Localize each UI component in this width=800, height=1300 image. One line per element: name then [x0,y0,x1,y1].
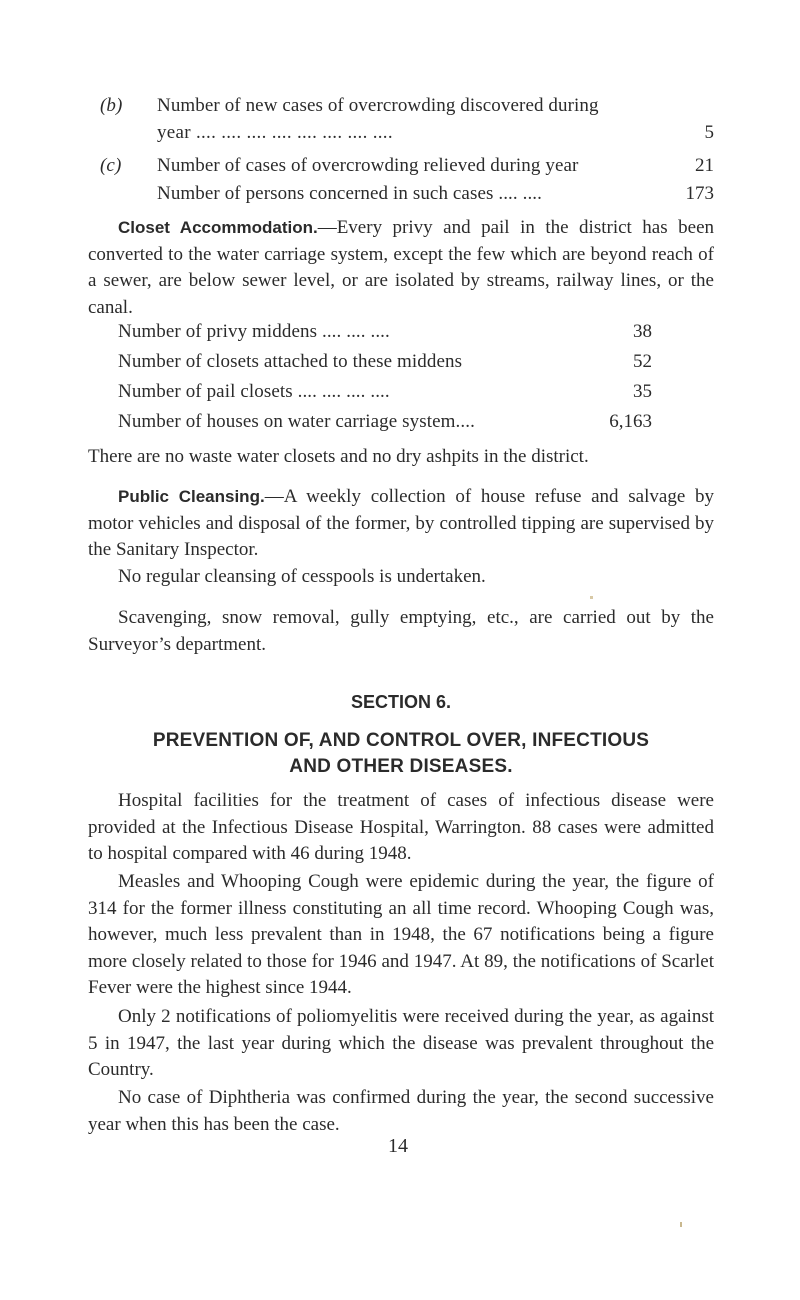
section-number: SECTION 6. [350,692,452,712]
hospital-paragraph: Hospital facilities for the treatment of cases of infectious disease were provided at the Infectious Disease Hospital, Warrington. 88 cases were admitted to hospital compared with 46 during 1948. [88,790,714,864]
closet-heading: Closet Accommodation. [118,218,318,237]
section-title-line2: AND OTHER DISEASES. [289,756,513,777]
scan-mark [590,596,593,599]
item-c-value1: 21 [695,155,714,176]
item-c-text-line2: Number of persons concerned in such cases .... .... [157,183,542,204]
item-b-text-line1: Number of new cases of overcrowding discovered during [157,95,599,116]
cleansing-paragraph-2: No regular cleansing of cesspools is undertaken. [118,566,486,587]
cleansing-heading: Public Cleansing. [118,487,265,506]
diphtheria-paragraph: No case of Diphtheria was confirmed during the year, the second successive year when this has been the case. [88,1087,714,1135]
item-c-label: (c) [100,155,122,176]
closet-note: There are no waste water closets and no dry ashpits in the district. [88,446,589,467]
closet-row-label: Number of closets attached to these middens [118,351,463,372]
closet-body: —Every privy and pail in the district has been converted to the water carriage system, except the few which are beyond reach of a sewer, are below sewer level, or are isolated by streams, railway lines, or the canal. [88,217,714,318]
closet-row-value: 6,163 [609,411,652,432]
cleansing-body: —A weekly collection of house refuse and salvage by motor vehicles and disposal of the former, by controlled tipping are supervised by the Sanitary Inspector. [88,486,714,560]
item-c-value2: 173 [685,183,714,204]
cleansing-paragraph [88,484,714,564]
closet-row-value: 52 [633,351,652,372]
closet-row-label: Number of privy middens .... .... .... [118,321,390,342]
item-b-text-line2: year .... .... .... .... .... .... .... .... [157,122,393,143]
section-title-line1: PREVENTION OF, AND CONTROL OVER, INFECTIOUS [152,730,650,751]
item-c-text-line1: Number of cases of overcrowding relieved during year [157,155,579,176]
item-b-label: (b) [100,95,123,116]
closet-row-label: Number of houses on water carriage system.... [118,411,475,432]
item-b-value: 5 [704,122,714,143]
page-number: 14 [388,1135,408,1157]
closet-row-value: 35 [633,381,652,402]
closet-paragraph [88,215,714,321]
cleansing-paragraph-3: Scavenging, snow removal, gully emptying, etc., are carried out by the Surveyor’s department. [88,607,714,655]
closet-row-label: Number of pail closets .... .... .... .... [118,381,390,402]
closet-row-value: 38 [633,321,652,342]
polio-paragraph: Only 2 notifications of poliomyelitis were received during the year, as against 5 in 1947, the last year during which the disease was prevalent throughout the Country. [88,1006,714,1080]
scan-mark [680,1222,682,1227]
measles-paragraph: Measles and Whooping Cough were epidemic during the year, the figure of 314 for the former illness constituting an all time record. Whooping Cough was, however, much less prevalent than in 1948, the 67 notifications being a figure more closely related to those for 1946 and 1947. At 89, the notifications of Scarlet Fever were the highest since 1944. [88,871,714,998]
